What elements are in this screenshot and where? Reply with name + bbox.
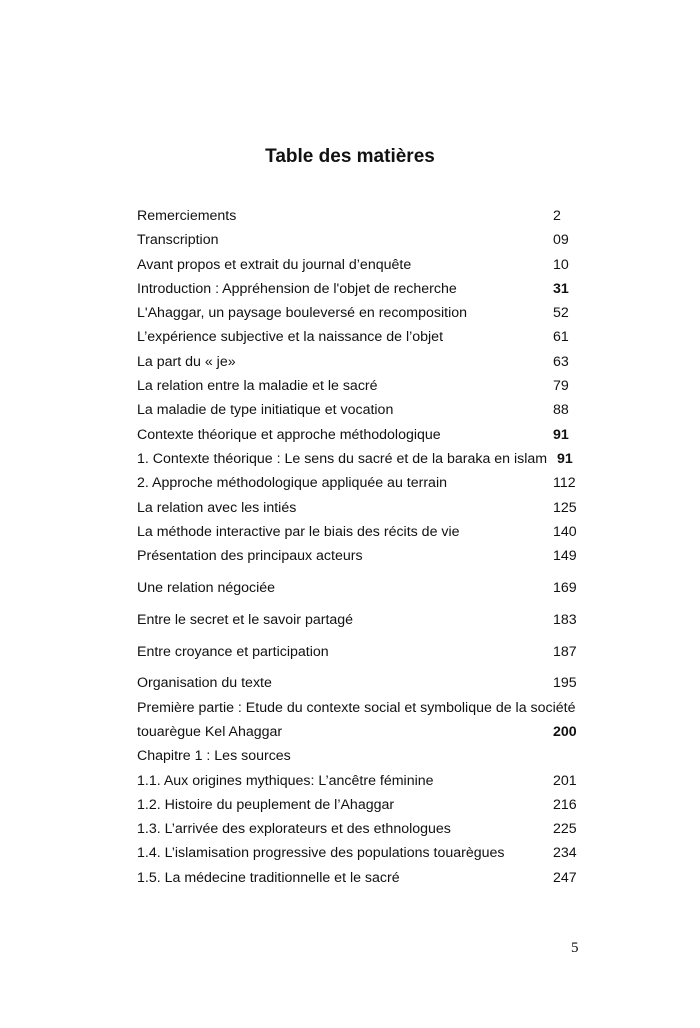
toc-entry-page: 09 [553,232,569,249]
toc-row-approche-methodologique [137,471,583,495]
toc-entry-page: 247 [553,869,577,886]
toc-row-remerciements [137,204,583,228]
toc-entry-label: Entre croyance et participation [137,643,329,660]
toc-entry-label: Organisation du texte [137,675,272,692]
toc-entry-page: 112 [553,475,576,492]
toc-entry-label: Transcription [137,232,219,249]
page-title: Table des matières [265,146,435,167]
toc-entry-label: La relation avec les intiés [137,499,297,516]
toc-row-chapitre-1 [137,744,583,768]
toc-entry-page: 52 [553,305,569,322]
toc-entry-label: Introduction : Appréhension de l'objet de recherche [137,280,457,297]
toc-entry-page: 187 [553,643,577,660]
toc-row-experience-subjective [137,325,583,349]
toc-row-part-du-je [137,350,583,374]
toc-entry-page: 169 [553,579,577,596]
toc-entry-label: Contexte théorique et approche méthodologique [137,426,441,443]
toc-entry-label: 1.1. Aux origines mythiques: L’ancêtre féminine [137,772,434,789]
toc-row-premiere-partie [137,696,583,720]
toc-entry-label: touarègue Kel Ahaggar [137,723,283,740]
toc-entry-page: 140 [553,523,577,540]
toc-entry-page: 10 [553,256,569,273]
toc-entry-label: 1.5. La médecine traditionnelle et le sacré [137,869,400,886]
toc-row-organisation-texte [137,671,583,695]
toc-entry-page: 63 [553,353,569,370]
toc-entry-label: La part du « je» [137,353,236,370]
toc-entry-page: 225 [553,821,577,838]
toc-row-contexte-theorique-baraka [137,447,583,471]
toc-entry-label: L'Ahaggar, un paysage bouleversé en recomposition [137,305,468,322]
table-of-contents [137,204,583,890]
toc-entry-label: 1.3. L’arrivée des explorateurs et des ethnologues [137,821,451,838]
toc-entry-page: 88 [553,402,569,419]
toc-row-introduction [137,277,583,301]
toc-row-1-3 [137,817,583,841]
toc-row-relation-negociee [137,576,583,600]
toc-entry-page: 183 [553,611,577,628]
toc-entry-page: 216 [553,796,577,813]
page-number: 5 [571,940,579,956]
toc-row-1-4 [137,841,583,865]
toc-entry-page: 2 [553,208,561,224]
toc-entry-label: Entre le secret et le savoir partagé [137,611,354,628]
toc-row-maladie-initiatique [137,398,583,422]
toc-row-principaux-acteurs [137,544,583,568]
toc-row-contexte-theorique-approche [137,423,583,447]
toc-entry-page: 200 [553,723,577,740]
toc-row-1-1 [137,769,583,793]
toc-entry-label: La méthode interactive par le biais des récits de vie [137,523,460,540]
toc-entry-label: La maladie de type initiatique et vocation [137,402,394,419]
toc-row-methode-interactive [137,520,583,544]
toc-row-secret-savoir [137,608,583,632]
toc-entry-label: 2. Approche méthodologique appliquée au terrain [137,475,447,492]
toc-entry-page: 91 [553,426,569,443]
toc-entry-label: 1.2. Histoire du peuplement de l’Ahaggar [137,796,395,813]
toc-row-maladie-sacre [137,374,583,398]
toc-entry-page: 125 [553,499,577,516]
toc-row-transcription [137,228,583,252]
toc-entry-page: 234 [553,845,577,862]
toc-entry-page: 201 [553,772,577,789]
toc-row-1-2 [137,793,583,817]
toc-row-ahaggar-paysage [137,301,583,325]
toc-entry-label: Chapitre 1 : Les sources [137,748,291,765]
toc-entry-label: Avant propos et extrait du journal d’enquête [137,256,412,273]
toc-entry-label: Présentation des principaux acteurs [137,548,363,565]
toc-entry-label: Remerciements [137,208,237,224]
toc-entry-page: 79 [553,378,569,395]
toc-entry-label: La relation entre la maladie et le sacré [137,378,378,395]
toc-row-croyance-participation [137,640,583,664]
toc-entry-page: 149 [553,548,577,565]
toc-entry-label: L’expérience subjective et la naissance de l’objet [137,329,444,346]
toc-row-premiere-partie-cont [137,720,583,744]
toc-entry-page: 195 [553,675,577,692]
toc-entry-label: 1.4. L’islamisation progressive des populations touarègues [137,845,505,862]
toc-row-relation-inities [137,496,583,520]
toc-entry-label: 1. Contexte théorique : Le sens du sacré et de la baraka en islam [137,450,548,467]
toc-entry-label: Première partie : Etude du contexte social et symbolique de la société [137,699,576,716]
toc-entry-page: 31 [553,280,569,297]
toc-entry-label: Une relation négociée [137,579,276,596]
toc-row-avant-propos [137,253,583,277]
toc-entry-page: 91 [557,450,573,467]
toc-entry-page: 61 [553,329,569,346]
toc-row-1-5 [137,866,583,890]
